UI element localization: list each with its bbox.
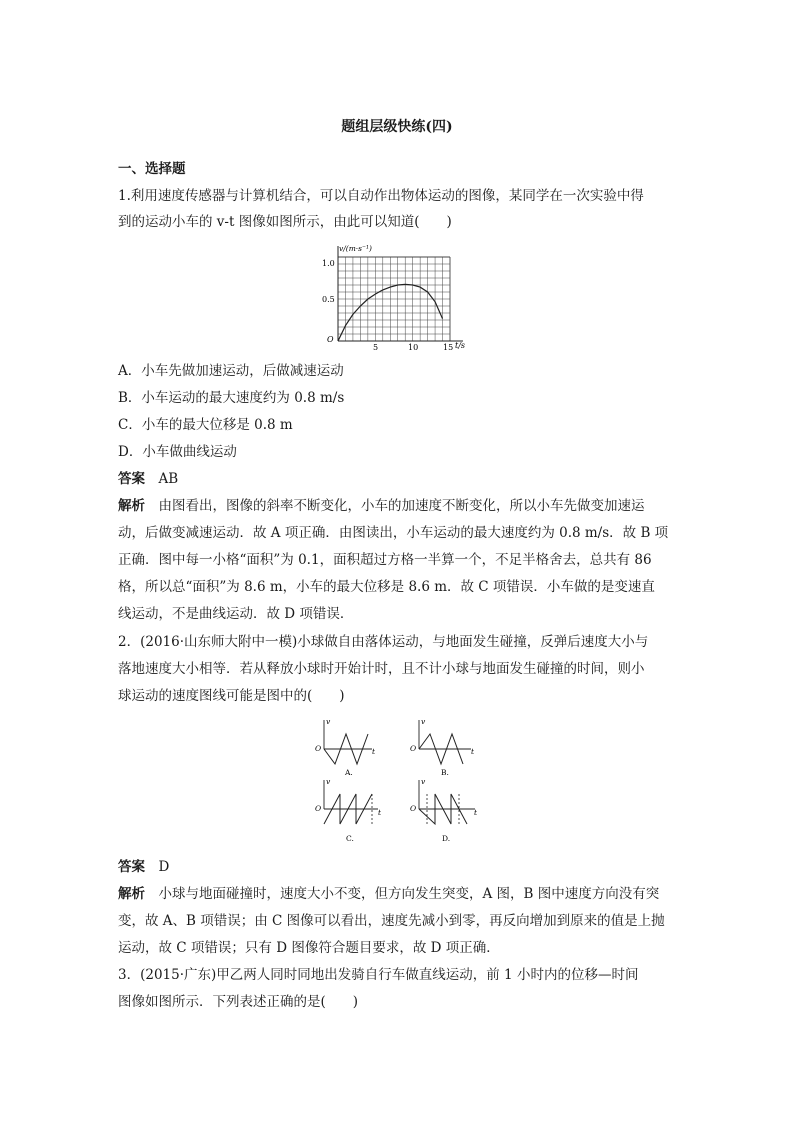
answer-label: 答案: [118, 471, 145, 487]
v-label: v: [421, 717, 426, 726]
graph-a: [315, 717, 376, 777]
answer-value: D: [158, 859, 170, 875]
x-axis-label: t/s: [455, 341, 466, 350]
q2-stem-line: 2．(2016·山东师大附中一模)小球做自由落体运动，与地面发生碰撞，反弹后速度大小与: [118, 634, 649, 650]
origin-label: O: [327, 335, 334, 344]
t-label: t: [471, 747, 475, 756]
q2-figure: [308, 712, 488, 852]
q1-analysis-line: [118, 497, 678, 515]
answer-label: 答案: [118, 859, 145, 875]
v-label: v: [326, 777, 331, 786]
q1-analysis-line: 正确．图中每一小格“面积”为 0.1，面积超过方格一半算一个，不足半格舍去，总共有 86: [118, 552, 652, 568]
t-label: t: [372, 747, 376, 756]
graph-label: C.: [346, 834, 354, 843]
q2-analysis-line: 变，故 A、B 项错误；由 C 图像可以看出，速度先减小到零，再反向增加到原来的值是上抛: [118, 913, 665, 929]
q2-answer: [118, 858, 678, 876]
answer-value: AB: [158, 471, 179, 487]
origin-label: O: [315, 804, 322, 813]
q1-stem-line: 到的运动小车的 v-t 图像如图所示，由此可以知道( ): [118, 214, 452, 230]
q1-stem-line: 1.利用速度传感器与计算机结合，可以自动作出物体运动的图像，某同学在一次实验中得: [118, 188, 644, 204]
q1-option: C．小车的最大位移是 0.8 m: [118, 417, 293, 433]
x-tick-label: 10: [408, 343, 419, 352]
v-label: v: [421, 777, 426, 786]
y-axis-label: v/(m·s⁻¹): [339, 244, 372, 253]
q1-option: B．小车运动的最大速度约为 0.8 m/s: [118, 390, 345, 406]
q1-vt-chart: [318, 240, 478, 352]
graph-label: B.: [441, 768, 449, 777]
q1-answer: [118, 470, 678, 488]
q1-option: D．小车做曲线运动: [118, 444, 237, 460]
q2-analysis-line: [118, 885, 678, 903]
t-label: t: [474, 808, 478, 817]
q1-analysis-line: 动，后做变减速运动．故 A 项正确．由图读出，小车运动的最大速度约为 0.8 m/s．故 B 项: [118, 525, 669, 541]
q1-analysis-line: 格，所以总“面积”为 8.6 m，小车的最大位移是 8.6 m．故 C 项错误．小车做的是变速直: [118, 579, 655, 595]
q1-option: A．小车先做加速运动，后做减速运动: [118, 363, 344, 379]
origin-label: O: [410, 804, 417, 813]
q3-stem-line: 图像如图所示．下列表述正确的是( ): [118, 994, 359, 1010]
q1-analysis-line: 线运动，不是曲线运动．故 D 项错误．: [118, 606, 354, 622]
analysis-label: 解析: [118, 886, 145, 902]
graph-b: [410, 717, 475, 777]
graph-label: A.: [345, 768, 353, 777]
q2-stem-line: 落地速度大小相等．若从释放小球时开始计时，且不计小球与地面发生碰撞的时间，则小: [118, 661, 645, 677]
analysis-label: 解析: [118, 498, 145, 514]
graph-c: [315, 777, 382, 843]
x-tick-label: 5: [373, 343, 379, 352]
origin-label: O: [410, 744, 417, 753]
y-tick-label: 1.0: [322, 259, 335, 268]
origin-label: O: [315, 744, 322, 753]
analysis-text: 由图看出，图像的斜率不断变化，小车的加速度不断变化，所以小车先做变加速运: [158, 498, 645, 514]
graph-d: [410, 777, 478, 843]
v-label: v: [326, 717, 331, 726]
x-tick-label: 15: [443, 343, 454, 352]
y-tick-label: 0.5: [322, 295, 335, 304]
graph-label: D.: [442, 834, 451, 843]
t-label: t: [378, 808, 382, 817]
q3-stem-line: 3．(2015·广东)甲乙两人同时同地出发骑自行车做直线运动，前 1 小时内的位移—时间: [118, 967, 639, 983]
q2-analysis-line: 运动，故 C 项错误；只有 D 图像符合题目要求，故 D 项正确．: [118, 940, 500, 956]
section-heading: 一、选择题: [118, 161, 186, 177]
analysis-text: 小球与地面碰撞时，速度大小不变，但方向发生突变，A 图，B 图中速度方向没有突: [158, 886, 660, 902]
q2-stem-line: 球运动的速度图线可能是图中的( ): [118, 688, 345, 704]
page-title: 题组层级快练(四): [341, 119, 453, 135]
